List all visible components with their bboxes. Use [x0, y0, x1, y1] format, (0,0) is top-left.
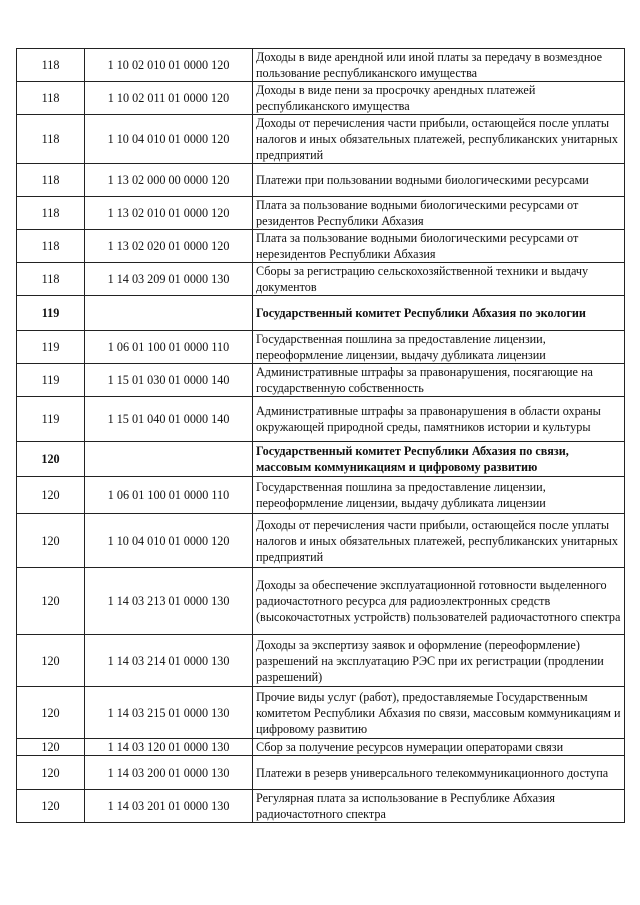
description-cell: Доходы в виде арендной или иной платы за передачу в возмездное пользование республиканского имущества	[253, 49, 625, 82]
admin-code-cell: 118	[17, 115, 85, 164]
table-row	[17, 635, 625, 687]
admin-code-cell: 120	[17, 739, 85, 756]
admin-code-cell: 119	[17, 397, 85, 442]
kbk-code-cell: 1 15 01 030 01 0000 140	[85, 364, 253, 397]
admin-code-cell: 120	[17, 756, 85, 790]
admin-code-cell: 118	[17, 164, 85, 197]
table-row	[17, 263, 625, 296]
description-cell: Доходы за экспертизу заявок и оформление (переоформление) разрешений на эксплуатацию РЭС при их регистрации (продлении разрешений)	[253, 635, 625, 687]
admin-code-cell: 119	[17, 331, 85, 364]
description-cell: Сбор за получение ресурсов нумерации операторами связи	[253, 739, 625, 756]
table-row	[17, 164, 625, 197]
kbk-code-cell: 1 15 01 040 01 0000 140	[85, 397, 253, 442]
kbk-code-cell: 1 06 01 100 01 0000 110	[85, 477, 253, 514]
kbk-code-cell: 1 13 02 000 00 0000 120	[85, 164, 253, 197]
table-row	[17, 687, 625, 739]
description-cell: Доходы от перечисления части прибыли, остающейся после уплаты налогов и иных обязательных платежей, республиканских унитарных предприятий	[253, 115, 625, 164]
revenue-codes-table	[16, 48, 625, 823]
table-row	[17, 514, 625, 568]
description-cell: Доходы в виде пени за просрочку арендных платежей республиканского имущества	[253, 82, 625, 115]
table-row	[17, 115, 625, 164]
description-cell: Государственный комитет Республики Абхазия по экологии	[253, 296, 625, 331]
admin-code-cell: 120	[17, 477, 85, 514]
admin-code-cell: 120	[17, 442, 85, 477]
admin-code-cell: 118	[17, 230, 85, 263]
kbk-code-cell: 1 14 03 214 01 0000 130	[85, 635, 253, 687]
description-cell: Государственная пошлина за предоставление лицензии, переоформление лицензии, выдачу дубликата лицензии	[253, 331, 625, 364]
admin-code-cell: 118	[17, 82, 85, 115]
description-cell: Регулярная плата за использование в Республике Абхазия радиочастотного спектра	[253, 790, 625, 823]
description-cell: Административные штрафы за правонарушения в области охраны окружающей природной среды, памятников истории и культуры	[253, 397, 625, 442]
kbk-code-cell: 1 10 02 011 01 0000 120	[85, 82, 253, 115]
table-row	[17, 790, 625, 823]
kbk-code-cell: 1 14 03 209 01 0000 130	[85, 263, 253, 296]
kbk-code-cell: 1 14 03 201 01 0000 130	[85, 790, 253, 823]
admin-code-cell: 120	[17, 790, 85, 823]
table-row	[17, 49, 625, 82]
kbk-code-cell: 1 14 03 213 01 0000 130	[85, 568, 253, 635]
table-row	[17, 739, 625, 756]
kbk-code-cell: 1 06 01 100 01 0000 110	[85, 331, 253, 364]
table-row	[17, 230, 625, 263]
kbk-code-cell: 1 10 04 010 01 0000 120	[85, 514, 253, 568]
admin-code-cell: 119	[17, 296, 85, 331]
kbk-code-cell: 1 10 02 010 01 0000 120	[85, 49, 253, 82]
table-row	[17, 364, 625, 397]
document-page	[16, 48, 624, 823]
table-body	[17, 49, 625, 823]
admin-code-cell: 119	[17, 364, 85, 397]
table-row	[17, 756, 625, 790]
description-cell: Плата за пользование водными биологическими ресурсами от резидентов Республики Абхазия	[253, 197, 625, 230]
table-row	[17, 331, 625, 364]
table-row	[17, 197, 625, 230]
kbk-code-cell: 1 14 03 200 01 0000 130	[85, 756, 253, 790]
admin-code-cell: 120	[17, 568, 85, 635]
kbk-code-cell: 1 13 02 010 01 0000 120	[85, 197, 253, 230]
table-row	[17, 82, 625, 115]
description-cell: Сборы за регистрацию сельскохозяйственной техники и выдачу документов	[253, 263, 625, 296]
description-cell: Государственный комитет Республики Абхазия по связи, массовым коммуникациям и цифровому развитию	[253, 442, 625, 477]
kbk-code-cell	[85, 442, 253, 477]
admin-code-cell: 118	[17, 263, 85, 296]
kbk-code-cell: 1 10 04 010 01 0000 120	[85, 115, 253, 164]
admin-code-cell: 118	[17, 49, 85, 82]
table-row	[17, 442, 625, 477]
table-row	[17, 296, 625, 331]
admin-code-cell: 120	[17, 687, 85, 739]
description-cell: Доходы от перечисления части прибыли, остающейся после уплаты налогов и иных обязательных платежей, республиканских унитарных предприятий	[253, 514, 625, 568]
description-cell: Доходы за обеспечение эксплуатационной готовности выделенного радиочастотного ресурса для радиоэлектронных средств (высокочастотных устройств) пользователей радиочастотного спектра	[253, 568, 625, 635]
kbk-code-cell: 1 14 03 215 01 0000 130	[85, 687, 253, 739]
admin-code-cell: 120	[17, 514, 85, 568]
admin-code-cell: 118	[17, 197, 85, 230]
kbk-code-cell	[85, 296, 253, 331]
kbk-code-cell: 1 14 03 120 01 0000 130	[85, 739, 253, 756]
description-cell: Прочие виды услуг (работ), предоставляемые Государственным комитетом Республики Абхазия по связи, массовым коммуникациям и цифровому развитию	[253, 687, 625, 739]
description-cell: Платежи при пользовании водными биологическими ресурсами	[253, 164, 625, 197]
table-row	[17, 477, 625, 514]
kbk-code-cell: 1 13 02 020 01 0000 120	[85, 230, 253, 263]
description-cell: Плата за пользование водными биологическими ресурсами от нерезидентов Республики Абхазия	[253, 230, 625, 263]
table-row	[17, 568, 625, 635]
description-cell: Административные штрафы за правонарушения, посягающие на государственную собственность	[253, 364, 625, 397]
table-row	[17, 397, 625, 442]
admin-code-cell: 120	[17, 635, 85, 687]
description-cell: Платежи в резерв универсального телекоммуникационного доступа	[253, 756, 625, 790]
description-cell: Государственная пошлина за предоставление лицензии, переоформление лицензии, выдачу дубликата лицензии	[253, 477, 625, 514]
